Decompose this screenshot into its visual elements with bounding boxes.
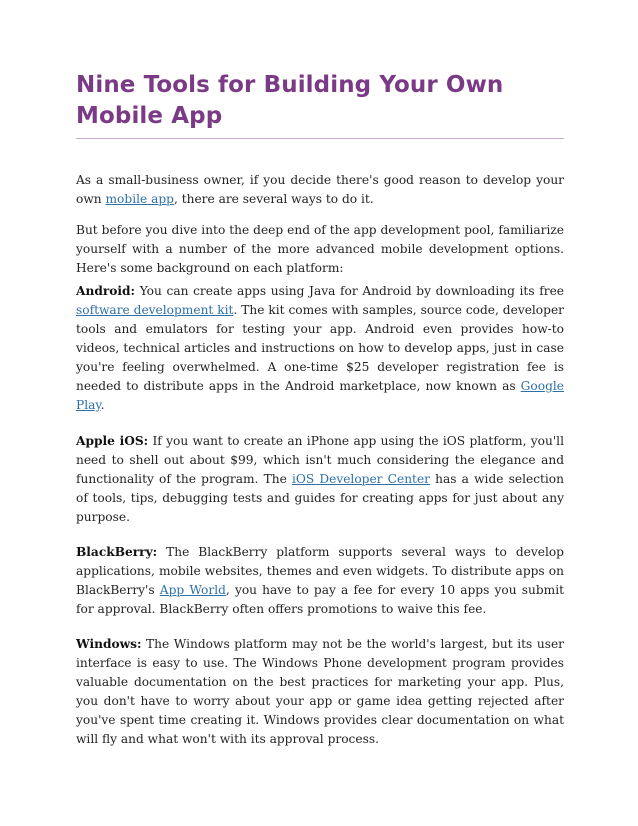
software-development-kit-link[interactable]: software development kit: [76, 303, 234, 317]
mobile-app-link[interactable]: mobile app: [105, 192, 174, 206]
app-world-link[interactable]: App World: [159, 583, 226, 597]
apple-ios-heading: Apple iOS:: [76, 434, 149, 448]
apple-ios-paragraph: [76, 432, 564, 527]
android-text-1: You can create apps using Java for Android by downloading its free: [135, 284, 564, 298]
document-page: [76, 70, 564, 749]
blackberry-text-2: , you have to pay a fee for every 10 apps you submit for approval. BlackBerry often offers promotions to waive this fee.: [76, 583, 564, 616]
blackberry-heading: BlackBerry:: [76, 545, 158, 559]
ios-developer-center-link[interactable]: iOS Developer Center: [291, 472, 430, 486]
windows-heading: Windows:: [76, 637, 142, 651]
intro-text-1: As a small-business owner, if you decide there's good reason to develop your own: [76, 173, 564, 206]
windows-paragraph: [76, 635, 564, 749]
blackberry-text-1: The BlackBerry platform supports several ways to develop applications, mobile websites, themes and even widgets. To distribute apps on BlackBerry's: [76, 545, 564, 597]
article-body: [76, 171, 564, 749]
android-paragraph: [76, 282, 564, 415]
windows-text-1: The Windows platform may not be the world's largest, but its user interface is easy to use. The Windows Phone development program provides valuable documentation on the best practices for marketing your app. Plus, you don't have to worry about your app or game idea getting rejected after you've spent time creating it. Windows provides clear documentation on what will fly and what won't with its approval process.: [76, 637, 564, 746]
android-heading: Android:: [76, 284, 136, 298]
background-paragraph: But before you dive into the deep end of the app development pool, familiarize yourself with a number of the more advanced mobile development options. Here's some background on each platform:: [76, 223, 564, 275]
blackberry-paragraph: [76, 543, 564, 619]
article-title: Nine Tools for Building Your Own Mobile App: [76, 70, 564, 139]
google-play-link[interactable]: Google Play: [76, 379, 564, 412]
intro-text-2: , there are several ways to do it.: [173, 192, 374, 206]
apple-text-1: If you want to create an iPhone app using the iOS platform, you'll need to shell out about $99, which isn't much considering the elegance and functionality of the program. The: [76, 434, 564, 486]
apple-text-2: has a wide selection of tools, tips, debugging tests and guides for creating apps for just about any purpose.: [76, 472, 564, 524]
android-text-3: .: [100, 398, 105, 412]
intro-paragraph: [76, 171, 564, 209]
android-text-2: . The kit comes with samples, source code, developer tools and emulators for testing your app. Android even provides how-to videos, technical articles and instructions on how to develop apps, just in case you're feeling overwhelmed. A one-time $25 developer registration fee is needed to distribute apps in the Android marketplace, now known as: [76, 303, 564, 393]
